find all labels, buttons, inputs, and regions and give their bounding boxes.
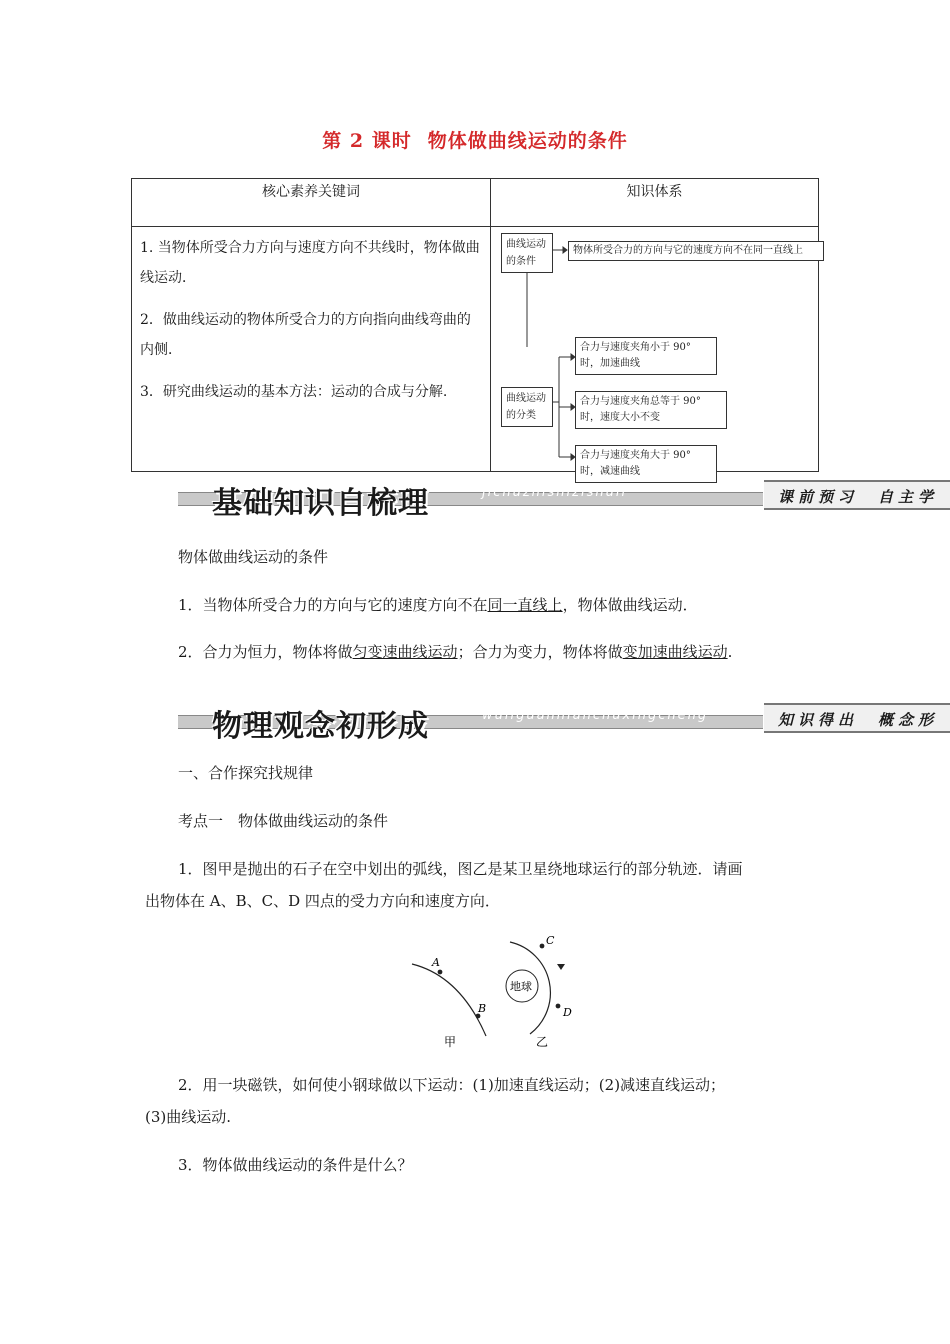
page-title [0, 126, 950, 153]
keyword-point: 1. 当物体所受合力方向与速度方向不共线时，物体做曲线运动． [140, 240, 480, 286]
question-1-line-2: 出物体在 A、B、C、D 四点的受力方向和速度方向． [145, 892, 500, 910]
basics-item-2: 2．合力为恒力，物体将做匀变速曲线运动；合力为变力，物体将做变加速曲线运动. [178, 643, 733, 661]
orbit-arrow [557, 964, 565, 970]
banner-subtitle: 知识得出 概念形 [764, 703, 950, 733]
banner-pinyin: jichuzhishizishuli [482, 485, 628, 500]
case-right-angle: 合力与速度夹角总等于 90° 时，速度大小不变 [575, 391, 727, 429]
point-c-label: C [546, 934, 555, 947]
knowledge-diagram [491, 227, 819, 477]
question-2-line-1: 2．用一块磁铁，如何使小钢球做以下运动：(1)加速直线运动；(2)减速直线运动； [178, 1076, 726, 1094]
point-b-label: B [478, 1002, 487, 1015]
basics-item-1: 1．当物体所受合力的方向与它的速度方向不在同一直线上，物体做曲线运动． [178, 596, 698, 614]
condition-box: 曲线运动的条件 [501, 233, 553, 273]
point-d-dot [556, 1004, 561, 1009]
figure-yi-label: 乙 [536, 1035, 549, 1049]
section-banner-concepts [178, 703, 950, 744]
banner-pinyin: wuliguannianchuxingcheng [482, 708, 709, 723]
section-heading: 物体做曲线运动的条件 [178, 548, 329, 566]
point-a-label: A [432, 956, 440, 969]
earth-label: 地球 [510, 980, 532, 993]
keyword-cell [132, 227, 491, 472]
table-header-keywords: 核心素养关键词 [132, 179, 491, 227]
case-obtuse-angle: 合力与速度夹角大于 90° 时，减速曲线 [575, 445, 717, 483]
condition-description: 物体所受合力的方向与它的速度方向不在同一直线上 [568, 241, 824, 261]
banner-title: 物理观念初形成 [212, 709, 429, 744]
stone-arc [412, 964, 486, 1036]
keyword-point: 3．研究曲线运动的基本方法：运动的合成与分解. [140, 384, 448, 400]
lesson-number: 第 2 课时 [322, 130, 412, 152]
kaodian-heading: 考点一 物体做曲线运动的条件 [178, 812, 389, 830]
point-c-dot [540, 944, 545, 949]
question-3: 3．物体做曲线运动的条件是什么？ [178, 1156, 413, 1174]
figure-jia-label: 甲 [444, 1035, 457, 1049]
keyword-point: 2．做曲线运动的物体所受合力的方向指向曲线弯曲的内侧． [140, 312, 471, 358]
lesson-topic: 物体做曲线运动的条件 [427, 130, 628, 152]
point-a-dot [438, 970, 443, 975]
question-2-line-2: (3)曲线运动. [145, 1108, 232, 1126]
banner-title: 基础知识自梳理 [212, 486, 429, 521]
table-header-system: 知识体系 [491, 179, 819, 227]
banner-subtitle: 课前预习 自主学 [764, 480, 950, 510]
point-d-label: D [563, 1006, 572, 1019]
section-banner-basics [178, 480, 950, 521]
case-acute-angle: 合力与速度夹角小于 90° 时，加速曲线 [575, 337, 717, 375]
question-1-line-1: 1．图甲是抛出的石子在空中划出的弧线，图乙是某卫星绕地球运行的部分轨迹．请画 [178, 860, 743, 878]
trajectory-figure [400, 928, 600, 1053]
explore-heading: 一、合作探究找规律 [178, 764, 314, 782]
classification-box: 曲线运动的分类 [501, 387, 553, 427]
core-knowledge-table [131, 178, 819, 477]
